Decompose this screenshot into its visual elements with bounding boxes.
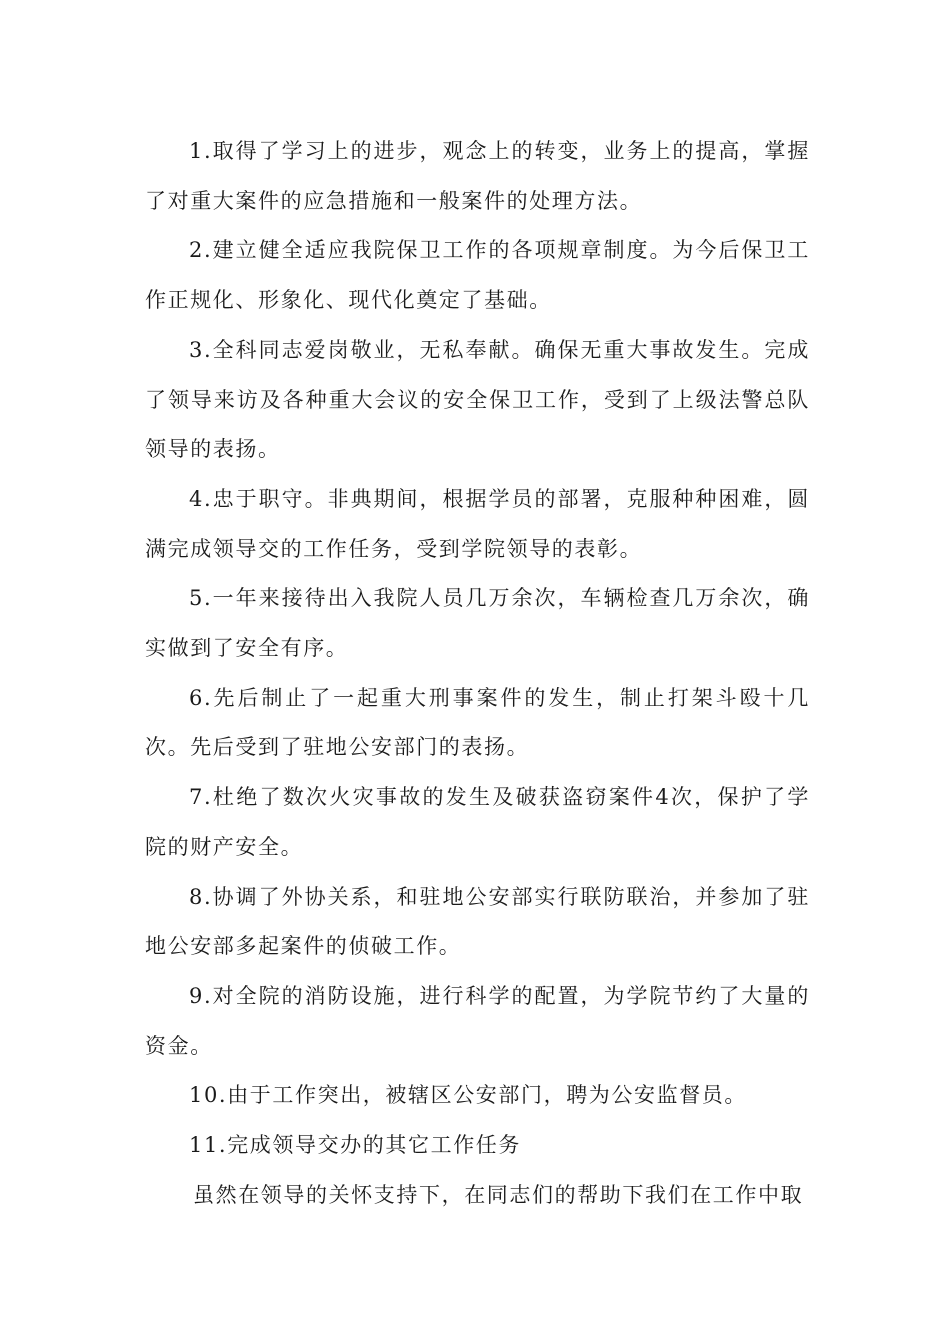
- closing-paragraph: 虽然在领导的关怀支持下，在同志们的帮助下我们在工作中取: [193, 1182, 804, 1207]
- paragraph-item-9: 9.对全院的消防设施，进行科学的配置，为学院节约了大量的资金。: [145, 983, 810, 1058]
- paragraph-item-6: 6.先后制止了一起重大刑事案件的发生，制止打架斗殴十几次。先后受到了驻地公安部门的表扬。: [145, 685, 810, 760]
- paragraph-item-4: 4.忠于职守。非典期间，根据学员的部署，克服种种困难，圆满完成领导交的工作任务，受到学院领导的表彰。: [145, 486, 810, 561]
- paragraph-item-10: 10.由于工作突出，被辖区公安部门，聘为公安监督员。: [189, 1083, 747, 1108]
- paragraph-item-11: 11.完成领导交办的其它工作任务: [189, 1133, 521, 1158]
- paragraph-item-7: 7.杜绝了数次火灾事故的发生及破获盗窃案件4次，保护了学院的财产安全。: [145, 785, 810, 859]
- paragraph-item-3: 3.全科同志爱岗敬业，无私奉献。确保无重大事故发生。完成了领导来访及各种重大会议的安全保卫工作，受到了上级法警总队领导的表扬。: [145, 337, 810, 462]
- paragraph-item-8: 8.协调了外协关系，和驻地公安部实行联防联治，并参加了驻地公安部多起案件的侦破工作。: [145, 884, 810, 959]
- paragraph-item-2: 2.建立健全适应我院保卫工作的各项规章制度。为今后保卫工作正规化、形象化、现代化奠定了基础。: [145, 238, 810, 313]
- document-body: [145, 127, 810, 1220]
- paragraph-item-1: 1.取得了学习上的进步，观念上的转变，业务上的提高，掌握了对重大案件的应急措施和一般案件的处理方法。: [145, 139, 810, 213]
- paragraph-item-5: 5.一年来接待出入我院人员几万余次，车辆检查几万余次，确实做到了安全有序。: [145, 586, 810, 661]
